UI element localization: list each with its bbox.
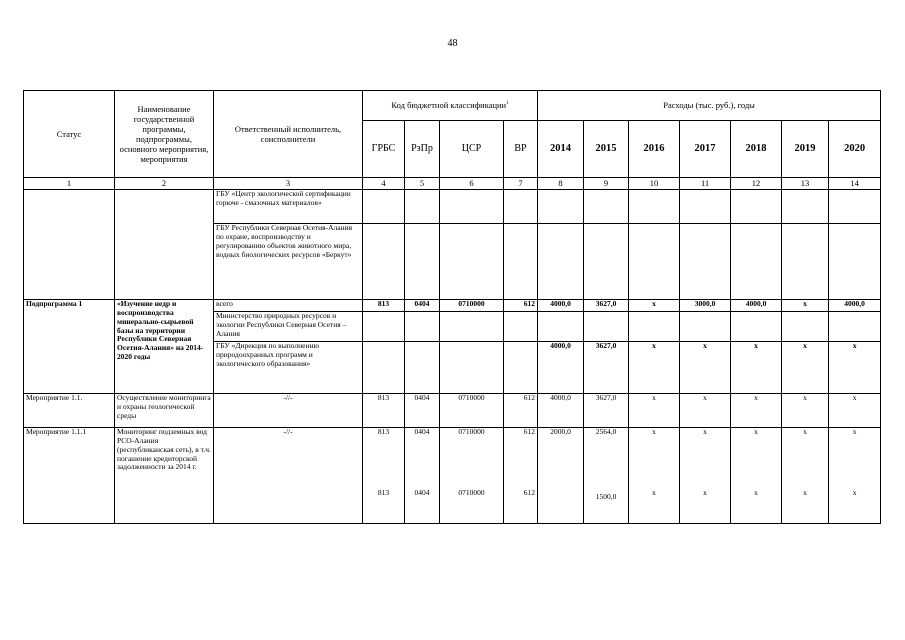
header-year: 2018: [731, 121, 782, 178]
status-cell: Мероприятие 1.1.1: [24, 428, 115, 524]
header-year: 2020: [829, 121, 881, 178]
value-cell: х: [782, 300, 829, 312]
cell-empty: [24, 190, 115, 300]
header-grbs: ГРБС: [363, 121, 405, 178]
header-year: 2014: [538, 121, 584, 178]
value-2020-2: х: [852, 487, 857, 497]
column-numbers-row: [24, 178, 881, 190]
vr-cell: 612: [504, 394, 538, 428]
value-cell: х: [629, 342, 680, 394]
value-2020: х: [852, 427, 857, 436]
value-cell: 4000,0: [538, 394, 584, 428]
column-number: 10: [629, 178, 680, 190]
value-cell: х: [629, 300, 680, 312]
table-row: [24, 394, 881, 428]
value-cell: х: [782, 342, 829, 394]
value-cell: 3627,0: [584, 300, 629, 312]
value-cell: х: [629, 394, 680, 428]
value-cell: [584, 428, 629, 524]
vr-cell: 612: [504, 300, 538, 312]
header-vr: ВР: [504, 121, 538, 178]
executor-cell: ГБУ «Центр экологической сертификации горюче - смазочных материалов»: [214, 190, 363, 224]
header-year: 2015: [584, 121, 629, 178]
header-csr: ЦСР: [440, 121, 504, 178]
table-row: [24, 428, 881, 524]
header-year: 2016: [629, 121, 680, 178]
header-rzpr: РзПр: [405, 121, 440, 178]
csr-cell: 0710000: [440, 300, 504, 312]
rzpr-value: 0404: [414, 427, 430, 436]
value-2017-2: х: [703, 487, 707, 497]
page-number: 48: [447, 38, 458, 49]
csr-value: 0710000: [458, 427, 485, 436]
executor-cell: -//-: [214, 428, 363, 524]
grbs-cell: 813: [363, 394, 405, 428]
header-kbk-footnote: 1: [506, 101, 509, 107]
header-kbk: [363, 91, 538, 121]
status-cell: Мероприятие 1.1.: [24, 394, 115, 428]
header-status: Статус: [24, 91, 115, 178]
header-year: 2017: [680, 121, 731, 178]
value-cell: 3627,0: [584, 394, 629, 428]
value-cell: 4000,0: [731, 300, 782, 312]
column-number: 1: [24, 178, 115, 190]
value-cell: [629, 428, 680, 524]
executor-cell: ГБУ «Дирекция по выполнению природоохранных программ и экологического образования»: [214, 342, 363, 394]
column-number: 7: [504, 178, 538, 190]
value-cell: [731, 428, 782, 524]
rzpr-cell: 0404: [405, 300, 440, 312]
name-cell: Мониторинг подземных вод РСО-Алания (республиканская сеть), в т.ч. погашение кредиторской задолженности за 2014 г.: [115, 428, 214, 524]
grbs-value: 813: [377, 427, 390, 436]
grbs-cell: [363, 428, 405, 524]
value-cell: 4000,0: [829, 300, 881, 312]
value-cell: 4000,0: [538, 342, 584, 394]
header-name: Наименование государственной программы, подпрограммы, основного мероприятия, мероприятия: [115, 91, 214, 178]
column-number: 3: [214, 178, 363, 190]
value-cell: х: [680, 394, 731, 428]
table-row: [24, 300, 881, 312]
value-cell: х: [680, 342, 731, 394]
column-number: 8: [538, 178, 584, 190]
value-2015: 2564,0: [595, 427, 617, 436]
value-2017: х: [703, 427, 707, 436]
name-cell: «Изучение недр и воспроизводства минерально-сырьевой базы на территории Республики Северная Осетия-Алания» на 2014-2020 годы: [115, 300, 214, 394]
vr-value-2: 612: [523, 487, 536, 497]
value-cell: [782, 428, 829, 524]
rzpr-value-2: 0404: [414, 487, 430, 497]
executor-cell: ГБУ Республики Северная Осетия-Алания по охране, воспроизводству и регулированию объектов животного мира, водных биологических ресурсов «Беркут»: [214, 224, 363, 300]
vr-cell: [504, 428, 538, 524]
rzpr-cell: 0404: [405, 394, 440, 428]
value-cell: 3000,0: [680, 300, 731, 312]
header-year: 2019: [782, 121, 829, 178]
column-number: 5: [405, 178, 440, 190]
value-2016: х: [652, 427, 656, 436]
executor-cell: всего: [214, 300, 363, 312]
value-2015-2: 1500,0: [595, 491, 617, 501]
column-number: 2: [115, 178, 214, 190]
rzpr-cell: [405, 428, 440, 524]
status-cell: Подпрограмма 1: [24, 300, 115, 394]
value-cell: 3627,0: [584, 342, 629, 394]
grbs-cell: 813: [363, 300, 405, 312]
column-number: 6: [440, 178, 504, 190]
executor-cell: Министерство природных ресурсов и экологии Республики Северная Осетия – Алания: [214, 312, 363, 342]
header-executor: Ответственный исполнитель, соисполнители: [214, 91, 363, 178]
value-cell: 2000,0: [538, 428, 584, 524]
value-2019: х: [803, 427, 807, 436]
column-number: 12: [731, 178, 782, 190]
value-cell: х: [829, 342, 881, 394]
column-number: 13: [782, 178, 829, 190]
column-number: 9: [584, 178, 629, 190]
value-cell: [829, 428, 881, 524]
executor-cell: -//-: [214, 394, 363, 428]
budget-table: [23, 90, 881, 524]
table-row: [24, 190, 881, 224]
name-cell: Осуществление мониторинга и охраны геологической среды: [115, 394, 214, 428]
value-cell: х: [829, 394, 881, 428]
value-2019-2: х: [803, 487, 807, 497]
csr-value-2: 0710000: [458, 487, 485, 497]
value-cell: [680, 428, 731, 524]
vr-value: 612: [523, 427, 536, 436]
csr-cell: 0710000: [440, 394, 504, 428]
header-expenses: Расходы (тыс. руб.), годы: [538, 91, 881, 121]
column-number: 11: [680, 178, 731, 190]
value-2018: х: [754, 427, 758, 436]
value-cell: х: [782, 394, 829, 428]
value-cell: 4000,0: [538, 300, 584, 312]
header-kbk-text: Код бюджетной классификации: [391, 100, 507, 111]
cell-empty: [115, 190, 214, 300]
value-2018-2: х: [754, 487, 758, 497]
column-number: 4: [363, 178, 405, 190]
value-cell: х: [731, 342, 782, 394]
csr-cell: [440, 428, 504, 524]
column-number: 14: [829, 178, 881, 190]
grbs-value-2: 813: [377, 487, 390, 497]
value-2016-2: х: [652, 487, 656, 497]
value-cell: х: [731, 394, 782, 428]
